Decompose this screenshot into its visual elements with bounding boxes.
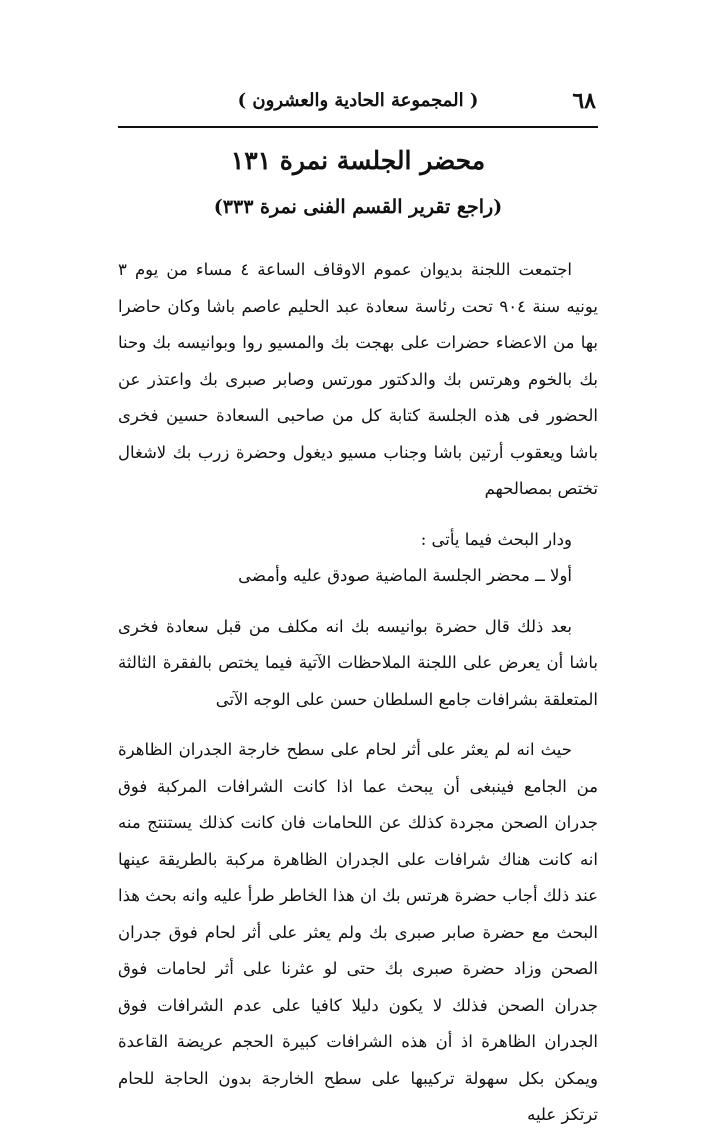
- minutes-subtitle: (راجع تقرير القسم الفنى نمرة ٣٣٣): [213, 196, 503, 218]
- paragraph-discussion: حيث انه لم يعثر على أثر لحام على سطح خارجة الجدران الظاهرة من الجامع فينبغى أن يبحث عما اذا كانت الشرافات المركبة فوق جدران الصحن مجردة كذلك عن اللحامات فان كانت كذلك يستنتج منه انه كانت هناك شرافات على الجدران الظاهرة مركبة بالطريقة عينها عند ذلك أجاب حضرة هرتس بك ان هذا الخاطر طرأ عليه وانه بحث هذا البحث مع حضرة صابر صبرى بك ولم يعثر على أثر لحام فوق جدران الصحن وزاد حضرة صبرى بك حتى لو عثرنا على أثر لحامات فوق جدران الصحن فذلك لا يكون دليلا كافيا على عدم الشرافات فوق الجدران الظاهرة اذ أن هذه الشرافات كبيرة الحجم عريضة القاعدة ويمكن بكل سهولة تركيبها على سطح الخارجة بدون الحاجة للحام ترتكز عليه: [118, 740, 598, 1124]
- running-title: ( المجموعة الحادية والعشرون ): [237, 90, 479, 111]
- minutes-title: محضر الجلسة نمرة ١٣١: [230, 146, 486, 175]
- page-number: ٦٨: [572, 88, 596, 114]
- agenda-intro: ودار البحث فيما يأتى :: [420, 529, 572, 549]
- paragraph-remarks: بعد ذلك قال حضرة بوانيسه بك انه مكلف من قبل سعادة فخرى باشا أن يعرض على اللجنة الملاحظات الآتية فيما يختص بالفقرة الثالثة المتعلقة بشرافات جامع السلطان حسن على الوجه الآتى: [118, 616, 598, 709]
- agenda-item-first: أولا ــ محضر الجلسة الماضية صودق عليه وأمضى: [238, 566, 572, 585]
- paragraph-attendance: اجتمعت اللجنة بديوان عموم الاوقاف الساعة ٤ مساء من يوم ٣ يونيه سنة ٩٠٤ تحت رئاسة سعادة عبد الحليم عاصم باشا وكان حاضرا بها من الاعضاء حضرات على بهجت بك والمسيو روا وبوانيسه بك وحنا بك بالخوم وهرتس بك والدكتور مورتس وصابر صبرى بك واعتذر عن الحضور فى هذه الجلسة كتابة كل من صاحبى السعادة حسين فخرى باشا ويعقوب أرتين باشا وجناب مسيو ديغول وحضرة زرب بك لاشغال تختص بمصالحهم: [118, 260, 598, 498]
- minutes-body: [118, 252, 598, 1148]
- page-header: [118, 88, 598, 124]
- header-rule: [118, 126, 598, 128]
